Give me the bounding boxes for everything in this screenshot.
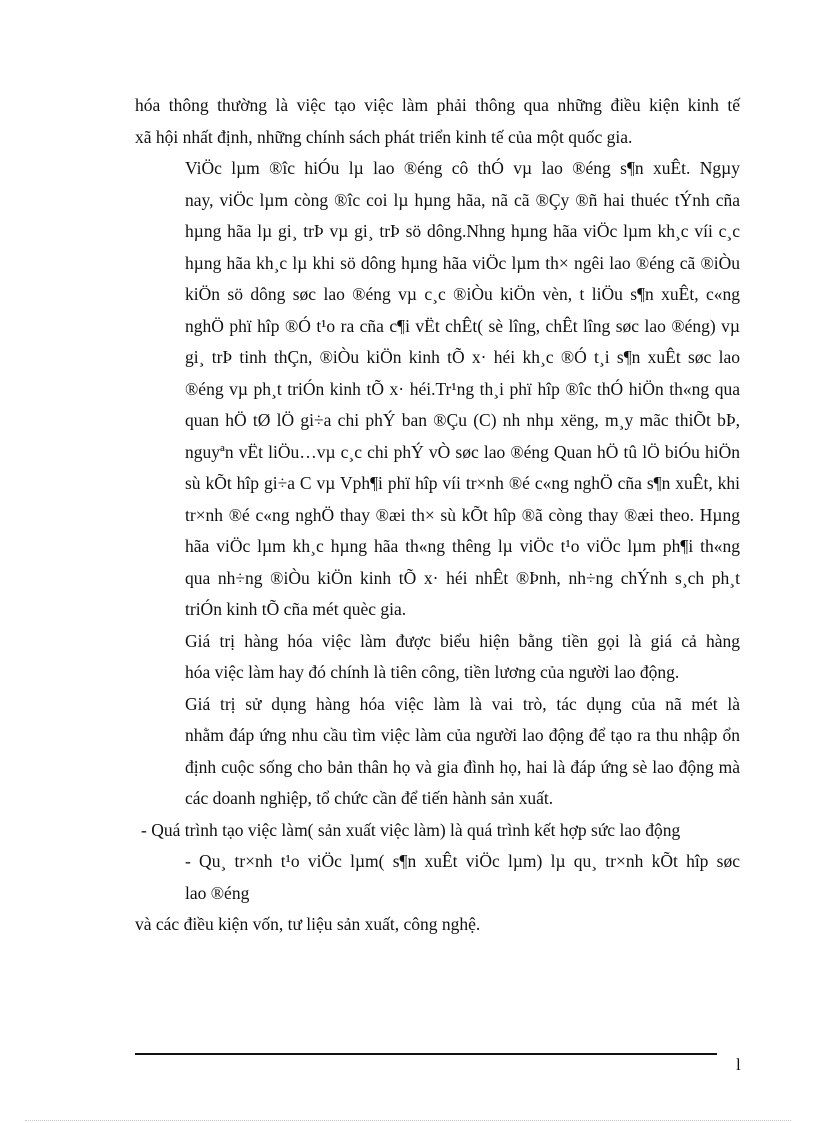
paragraph-p4 [135,689,740,815]
text-line: hãa viÖc lµm kh¸c hµng hãa th«ng thêng lµ viÖc t¹o viÖc lµm ph¶i th«ng [185,536,740,556]
text-line: kiÖn sö dông søc lao ®éng vµ c¸c ®iÒu kiÖn vèn, t liÖu s¶n xuÊt, c«ng [185,284,740,304]
text-line: nhằm đáp ứng nhu cầu tìm việc làm của người lao động để tạo ra thu nhập ổn [185,725,740,745]
text-line: hóa thông thường là việc tạo việc làm phải thông qua những điều kiện kinh tế [135,95,740,115]
document-body [135,90,740,941]
text-line: quan hÖ tØ lÖ gi÷a chi phÝ ban ®Çu (C) nh nhµ xëng, m¸y mãc thiÕt bÞ, [185,410,740,430]
text-line: gi¸ trÞ tinh thÇn, ®iÒu kiÖn kinh tÕ x· héi kh¸c ®Ó t¸i s¶n xuÊt søc lao [185,347,740,367]
text-line: ViÖc lµm ®îc hiÓu lµ lao ®éng cô thÓ vµ lao ®éng s¶n xuÊt. Ngµy [185,158,740,178]
text-line: và các điều kiện vốn, tư liệu sản xuất, công nghệ. [135,914,481,934]
text-line: lao ®éng [185,882,250,903]
text-line: sù kÕt hîp gi÷a C vµ Vph¶i phï hîp víi tr×nh ®é c«ng nghÖ cña s¶n xuÊt, khi [185,473,740,493]
paragraph-p2 [135,153,740,626]
text-line: nguyªn vËt liÖu…vµ c¸c chi phÝ vÒ søc lao ®éng Quan hÖ tû lÖ biÓu hiÖn [185,441,740,462]
text-line: nghÖ phï hîp ®Ó t¹o ra cña c¶i vËt chÊt( sè lîng, chÊt lîng søc lao ®éng) vµ [185,315,740,336]
text-line: - Quá trình tạo việc làm( sản xuất việc làm) là quá trình kết hợp sức lao động [141,819,681,840]
paragraph-p1 [135,90,740,153]
paragraph-p3 [135,626,740,689]
paragraph-p5 [141,815,740,847]
text-line: Giá trị sử dụng hàng hóa việc làm là vai trò, tác dụng của nã mét là [185,693,740,714]
footer-divider [135,1053,717,1055]
text-line: qua nh÷ng ®iÒu kiÖn kinh tÕ x· héi nhÊt ®Þnh, nh÷ng chÝnh s¸ch ph¸t [185,567,740,588]
text-line: xã hội nhất định, những chính sách phát triển kinh tế của một quốc gia. [135,126,633,147]
paragraph-p7 [135,909,740,941]
text-line: định cuộc sống cho bản thân họ và gia đình họ, hai là đáp ứng sè lao động mà [185,756,740,777]
paragraph-p6 [135,846,740,909]
text-line: hóa việc làm hay đó chính là tiên công, tiền lương của người lao động. [185,662,680,682]
text-line: - Qu¸ tr×nh t¹o viÖc lµm( s¶n xuÊt viÖc lµm) lµ qu¸ tr×nh kÕt hîp søc [185,851,740,871]
page-bottom-edge [25,1120,791,1121]
text-line: nay, viÖc lµm còng ®îc coi lµ hµng hãa, nã cã ®Çy ®ñ hai thuéc tÝnh cña [185,189,740,210]
text-line: tr×nh ®é c«ng nghÖ thay ®æi th× sù kÕt hîp ®ã còng thay ®æi theo. Hµng [185,504,740,525]
text-line: ®éng vµ ph¸t triÓn kinh tÕ x· héi.Tr¹ng th¸i phï hîp ®îc thÓ hiÖn th«ng qua [185,378,740,399]
text-line: Giá trị hàng hóa việc làm được biểu hiện bằng tiền gọi là giá cả hàng [185,630,740,651]
text-line: các doanh nghiệp, tổ chức cần để tiến hành sản xuất. [185,788,554,808]
text-line: hµng hãa lµ gi¸ trÞ vµ gi¸ trÞ sö dông.Nhng hµng hãa viÖc lµm kh¸c víi c¸c [185,221,740,241]
text-line: triÓn kinh tÕ cña mét quèc gia. [185,599,407,619]
page-number: l [736,1055,741,1074]
text-line: hµng hãa kh¸c lµ khi sö dông hµng hãa viÖc lµm th× ngêi lao ®éng cã ®iÒu [185,252,740,273]
